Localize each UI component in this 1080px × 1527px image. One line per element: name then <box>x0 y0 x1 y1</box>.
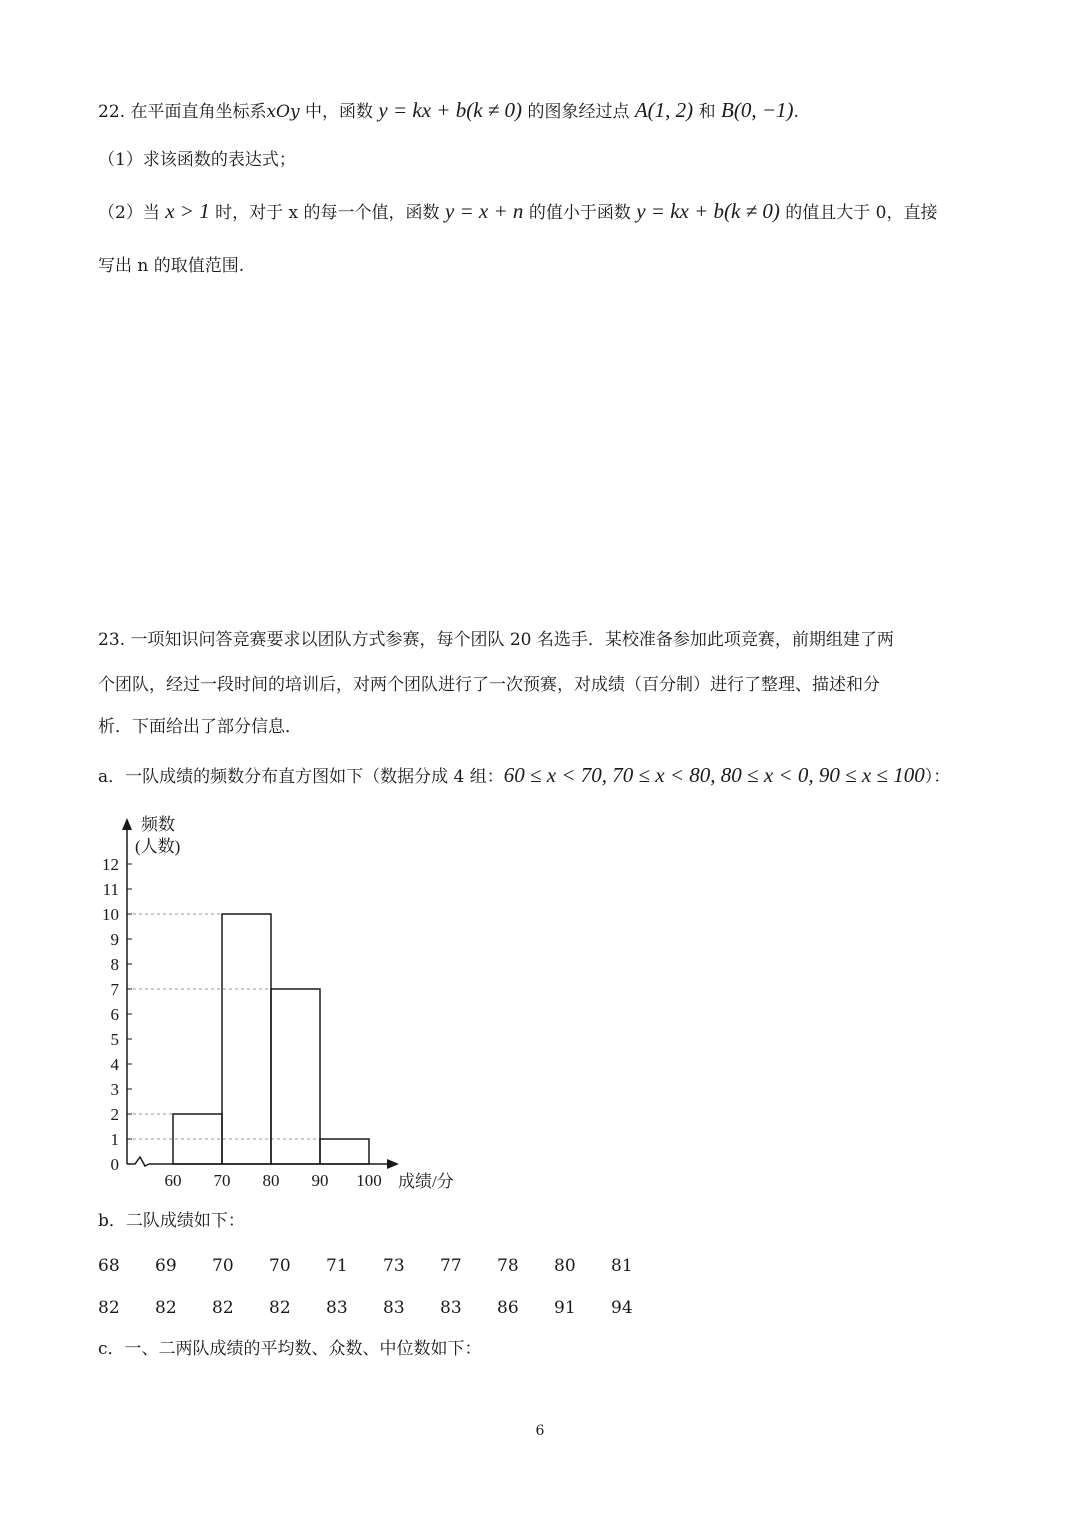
team2-score: 82 <box>269 1298 291 1318</box>
team2-score: 69 <box>155 1256 177 1276</box>
team2-score: 71 <box>326 1256 348 1276</box>
team2-score: 77 <box>440 1256 462 1276</box>
q22-part1: （1）求该函数的表达式； <box>98 150 296 170</box>
histogram <box>95 808 475 1198</box>
team2-score: 78 <box>497 1256 519 1276</box>
page-number: 6 <box>535 1423 545 1439</box>
histogram-bar <box>271 989 320 1164</box>
y-tick-label: 3 <box>110 1080 119 1099</box>
team2-score: 83 <box>440 1298 462 1318</box>
y-tick-label: 10 <box>102 905 119 924</box>
histogram-bar <box>320 1139 369 1164</box>
q23-line3: 析．下面给出了部分信息． <box>98 717 302 737</box>
y-tick-label: 9 <box>110 930 119 949</box>
y-tick-label: 2 <box>110 1105 119 1124</box>
team2-score: 70 <box>269 1256 291 1276</box>
team2-score: 86 <box>497 1298 519 1318</box>
q23-c-label: c．一、二两队成绩的平均数、众数、中位数如下： <box>98 1339 482 1359</box>
x-tick-label: 60 <box>164 1171 182 1190</box>
y-tick-label: 11 <box>102 880 119 899</box>
y-tick-label: 12 <box>102 855 119 874</box>
team2-score: 70 <box>212 1256 234 1276</box>
y-axis-label-unit: (人数) <box>135 837 181 856</box>
y-tick-label: 0 <box>110 1155 119 1174</box>
team2-score: 81 <box>611 1256 633 1276</box>
q23-b-label: b．二队成绩如下： <box>98 1211 245 1231</box>
team2-score: 91 <box>554 1298 576 1318</box>
y-axis-label: 频数 <box>141 815 175 834</box>
q22-stem: 22. 在平面直角坐标系xOy 中，函数 y = kx + b(k ≠ 0) 的图象经过点 A(1, 2) 和 B(0, −1). <box>98 98 799 122</box>
histogram-bar <box>222 914 271 1164</box>
histogram-bar <box>173 1114 222 1164</box>
q22-part2: （2）当 x > 1 时，对于 x 的每一个值，函数 y = x + n 的值小于函数 y = kx + b(k ≠ 0) 的值且大于 0，直接 <box>98 199 938 223</box>
x-tick-label: 80 <box>262 1171 280 1190</box>
team2-score: 82 <box>98 1298 120 1318</box>
x-axis-arrow <box>387 1159 399 1169</box>
team2-score: 94 <box>611 1298 633 1318</box>
x-tick-label: 70 <box>213 1171 231 1190</box>
x-axis-label: 成绩/分 <box>398 1172 454 1191</box>
y-tick-label: 8 <box>110 955 119 974</box>
y-axis-arrow <box>122 818 132 830</box>
x-tick-label: 90 <box>311 1171 329 1190</box>
q23-line2: 个团队，经过一段时间的培训后，对两个团队进行了一次预赛，对成绩（百分制）进行了整理、描述和分 <box>98 675 880 695</box>
x-tick-label: 100 <box>356 1171 382 1190</box>
team2-score: 68 <box>98 1256 120 1276</box>
x-axis-break <box>127 1157 149 1166</box>
team2-score: 83 <box>383 1298 405 1318</box>
team2-score: 73 <box>383 1256 405 1276</box>
q22-part2-line2: 写出 n 的取值范围. <box>98 256 245 276</box>
q23-line1: 23. 一项知识问答竞赛要求以团队方式参赛，每个团队 20 名选手．某校准备参加此项竞赛，前期组建了两 <box>98 630 894 650</box>
team2-score: 83 <box>326 1298 348 1318</box>
y-tick-label: 7 <box>110 980 119 999</box>
team2-score: 80 <box>554 1256 576 1276</box>
y-tick-label: 4 <box>110 1055 119 1074</box>
y-tick-label: 5 <box>110 1030 119 1049</box>
team2-score: 82 <box>212 1298 234 1318</box>
y-tick-label: 6 <box>110 1005 119 1024</box>
y-tick-label: 1 <box>110 1130 119 1149</box>
team2-score: 82 <box>155 1298 177 1318</box>
q23-a-label: a．一队成绩的频数分布直方图如下（数据分成 4 组：60 ≤ x < 70, 70 ≤ x < 80, 80 ≤ x < 0, 90 ≤ x ≤ 100）： <box>98 763 951 787</box>
